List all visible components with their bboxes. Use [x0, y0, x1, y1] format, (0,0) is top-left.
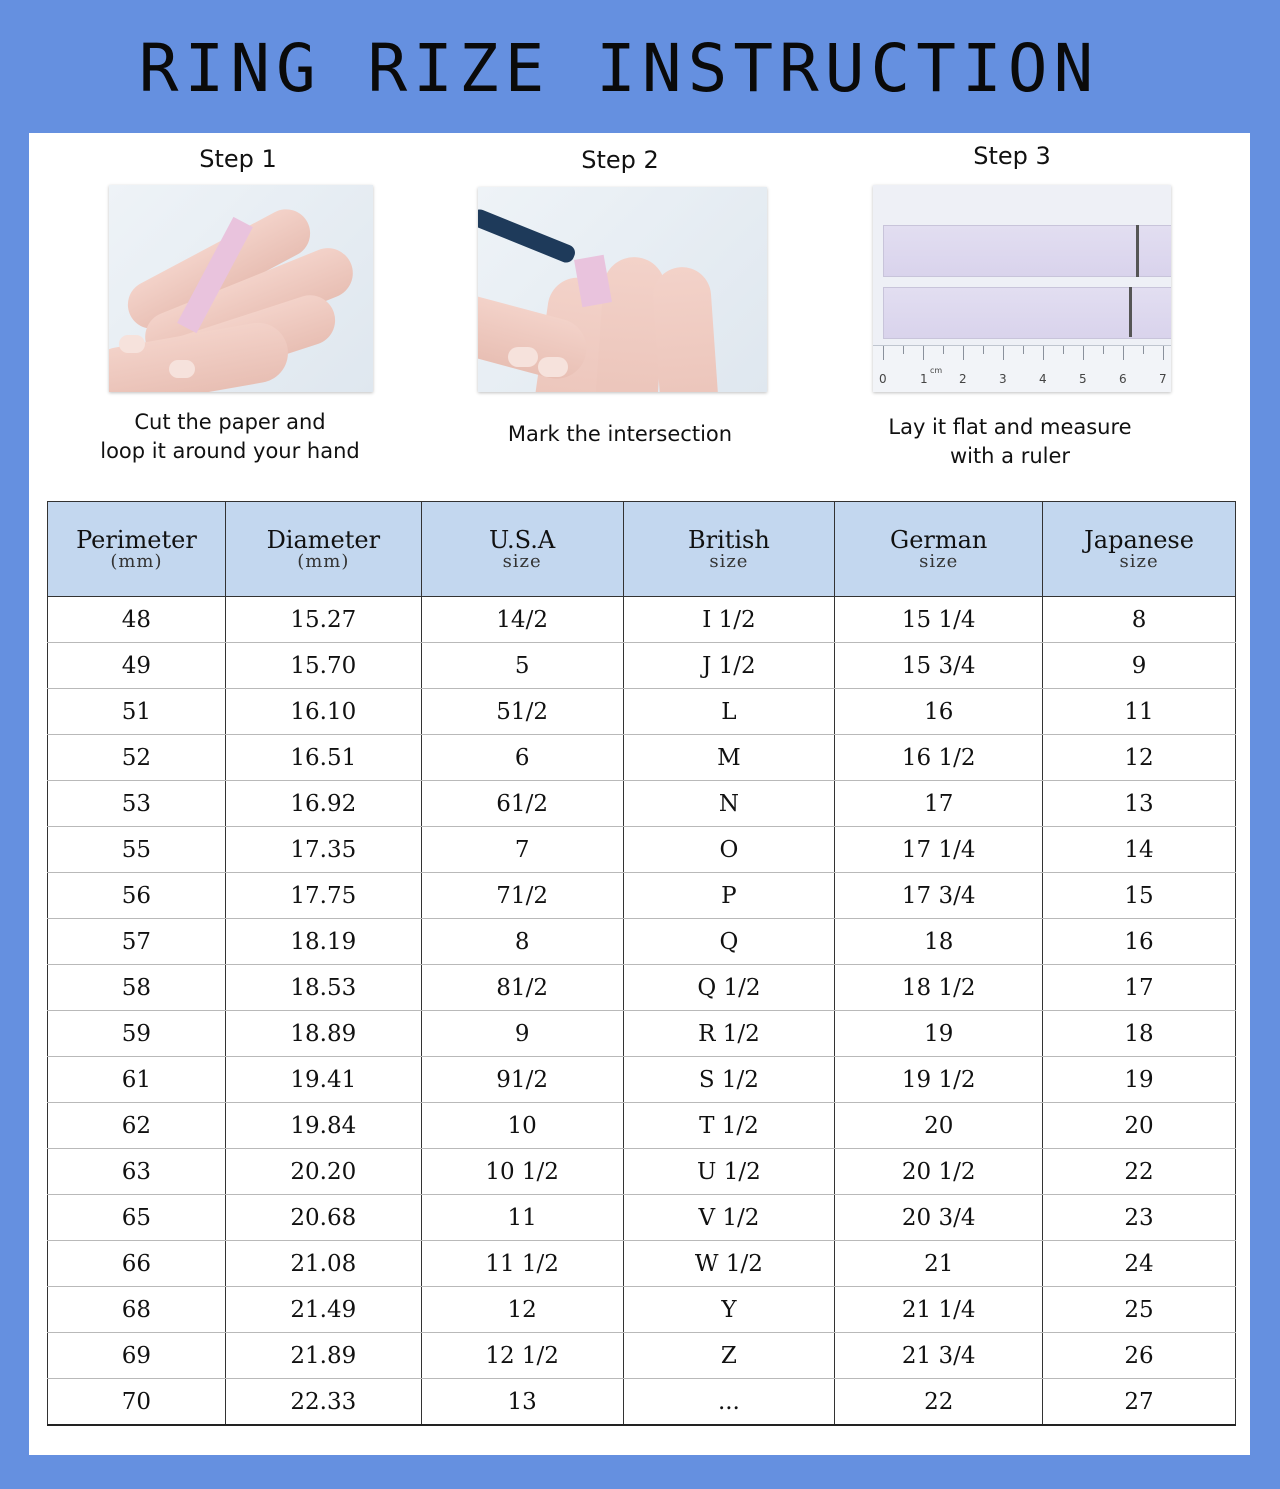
header-perimeter: Perimeter (mm): [48, 502, 226, 597]
header-japanese: Japanese size: [1043, 502, 1236, 597]
cell-perimeter: 66: [48, 1241, 226, 1287]
ruler-number: 6: [1119, 372, 1127, 386]
table-row: [48, 1103, 1236, 1149]
cell-british: I 1/2: [623, 597, 835, 643]
table-row: [48, 1149, 1236, 1195]
table-row: [48, 689, 1236, 735]
table-row: [48, 1333, 1236, 1379]
cell-german: 17 1/4: [835, 827, 1043, 873]
table-row: [48, 1195, 1236, 1241]
ruler-number: 3: [999, 372, 1007, 386]
table-row: [48, 1057, 1236, 1103]
cell-japanese: 23: [1043, 1195, 1236, 1241]
step-3-caption-line1: Lay it flat and measure: [888, 415, 1132, 439]
cell-japanese: 25: [1043, 1287, 1236, 1333]
ruler-number: 7: [1159, 372, 1167, 386]
step-2-caption: Mark the intersection: [507, 422, 733, 446]
cell-perimeter: 56: [48, 873, 226, 919]
cell-german: 20: [835, 1103, 1043, 1149]
cell-british: L: [623, 689, 835, 735]
cell-british: M: [623, 735, 835, 781]
step-3-image: [873, 185, 1171, 392]
table-row: [48, 1287, 1236, 1333]
cell-usa: 13: [421, 1379, 623, 1426]
cell-perimeter: 63: [48, 1149, 226, 1195]
cell-british: Y: [623, 1287, 835, 1333]
cell-british: T 1/2: [623, 1103, 835, 1149]
ruler-unit: cm: [930, 366, 943, 375]
cell-perimeter: 55: [48, 827, 226, 873]
cell-japanese: 27: [1043, 1379, 1236, 1426]
ruler-number: 1: [920, 372, 928, 386]
cell-diameter: 16.51: [225, 735, 421, 781]
cell-german: 17: [835, 781, 1043, 827]
table-row: [48, 597, 1236, 643]
cell-german: 15 1/4: [835, 597, 1043, 643]
step-3-caption-line2: with a ruler: [949, 444, 1071, 468]
header-diameter: Diameter (mm): [225, 502, 421, 597]
cell-diameter: 19.41: [225, 1057, 421, 1103]
header-british: British size: [623, 502, 835, 597]
cell-british: ...: [623, 1379, 835, 1426]
cell-usa: 5: [421, 643, 623, 689]
step-1-image: [109, 185, 373, 392]
cell-japanese: 18: [1043, 1011, 1236, 1057]
cell-british: J 1/2: [623, 643, 835, 689]
step-1-caption: [80, 408, 380, 466]
cell-diameter: 19.84: [225, 1103, 421, 1149]
cell-german: 21: [835, 1241, 1043, 1287]
table-header-row: [48, 502, 1236, 597]
step-3-title: Step 3: [973, 142, 1051, 170]
cell-usa: 61/2: [421, 781, 623, 827]
step-1-caption-line2: loop it around your hand: [100, 439, 360, 463]
cell-perimeter: 58: [48, 965, 226, 1011]
cell-diameter: 18.89: [225, 1011, 421, 1057]
cell-british: Q: [623, 919, 835, 965]
cell-diameter: 16.92: [225, 781, 421, 827]
cell-british: U 1/2: [623, 1149, 835, 1195]
ruler-number: 4: [1039, 372, 1047, 386]
ruler-number: 5: [1079, 372, 1087, 386]
cell-diameter: 21.08: [225, 1241, 421, 1287]
cell-usa: 81/2: [421, 965, 623, 1011]
cell-japanese: 20: [1043, 1103, 1236, 1149]
cell-perimeter: 61: [48, 1057, 226, 1103]
cell-japanese: 17: [1043, 965, 1236, 1011]
step-2-image: [478, 187, 767, 392]
cell-german: 15 3/4: [835, 643, 1043, 689]
cell-diameter: 17.35: [225, 827, 421, 873]
cell-german: 19 1/2: [835, 1057, 1043, 1103]
header-usa: U.S.A size: [421, 502, 623, 597]
step-2-title: Step 2: [581, 146, 659, 174]
cell-german: 19: [835, 1011, 1043, 1057]
cell-usa: 7: [421, 827, 623, 873]
table-row: [48, 919, 1236, 965]
cell-japanese: 19: [1043, 1057, 1236, 1103]
step-1-title: Step 1: [199, 145, 277, 173]
cell-perimeter: 49: [48, 643, 226, 689]
cell-british: N: [623, 781, 835, 827]
cell-diameter: 18.53: [225, 965, 421, 1011]
cell-german: 17 3/4: [835, 873, 1043, 919]
cell-british: Q 1/2: [623, 965, 835, 1011]
cell-perimeter: 69: [48, 1333, 226, 1379]
cell-german: 20 3/4: [835, 1195, 1043, 1241]
step-3-caption: [860, 413, 1160, 471]
cell-perimeter: 62: [48, 1103, 226, 1149]
cell-diameter: 22.33: [225, 1379, 421, 1426]
cell-perimeter: 70: [48, 1379, 226, 1426]
cell-diameter: 18.19: [225, 919, 421, 965]
cell-german: 16 1/2: [835, 735, 1043, 781]
cell-perimeter: 65: [48, 1195, 226, 1241]
cell-japanese: 15: [1043, 873, 1236, 919]
cell-japanese: 26: [1043, 1333, 1236, 1379]
cell-perimeter: 57: [48, 919, 226, 965]
cell-diameter: 21.49: [225, 1287, 421, 1333]
cell-british: V 1/2: [623, 1195, 835, 1241]
ruler-number: 2: [959, 372, 967, 386]
cell-german: 18 1/2: [835, 965, 1043, 1011]
cell-usa: 11: [421, 1195, 623, 1241]
cell-perimeter: 59: [48, 1011, 226, 1057]
cell-diameter: 17.75: [225, 873, 421, 919]
cell-usa: 6: [421, 735, 623, 781]
cell-usa: 11 1/2: [421, 1241, 623, 1287]
cell-diameter: 15.27: [225, 597, 421, 643]
cell-british: R 1/2: [623, 1011, 835, 1057]
cell-perimeter: 48: [48, 597, 226, 643]
cell-usa: 12: [421, 1287, 623, 1333]
step-1-caption-line1: Cut the paper and: [134, 410, 326, 434]
cell-usa: 10: [421, 1103, 623, 1149]
ruler-number: 0: [879, 372, 887, 386]
cell-british: O: [623, 827, 835, 873]
cell-diameter: 16.10: [225, 689, 421, 735]
cell-japanese: 24: [1043, 1241, 1236, 1287]
cell-japanese: 9: [1043, 643, 1236, 689]
table-row: [48, 1011, 1236, 1057]
cell-perimeter: 68: [48, 1287, 226, 1333]
cell-japanese: 22: [1043, 1149, 1236, 1195]
table-row: [48, 781, 1236, 827]
header-german: German size: [835, 502, 1043, 597]
cell-german: 16: [835, 689, 1043, 735]
cell-usa: 12 1/2: [421, 1333, 623, 1379]
cell-usa: 10 1/2: [421, 1149, 623, 1195]
cell-perimeter: 52: [48, 735, 226, 781]
cell-japanese: 12: [1043, 735, 1236, 781]
cell-british: Z: [623, 1333, 835, 1379]
cell-diameter: 15.70: [225, 643, 421, 689]
cell-british: S 1/2: [623, 1057, 835, 1103]
cell-german: 22: [835, 1379, 1043, 1426]
table-row: [48, 965, 1236, 1011]
cell-japanese: 16: [1043, 919, 1236, 965]
cell-usa: 9: [421, 1011, 623, 1057]
table-row: [48, 1379, 1236, 1426]
cell-usa: 14/2: [421, 597, 623, 643]
cell-british: P: [623, 873, 835, 919]
table-row: [48, 735, 1236, 781]
cell-perimeter: 53: [48, 781, 226, 827]
table-row: [48, 827, 1236, 873]
cell-british: W 1/2: [623, 1241, 835, 1287]
cell-japanese: 8: [1043, 597, 1236, 643]
cell-usa: 71/2: [421, 873, 623, 919]
cell-diameter: 21.89: [225, 1333, 421, 1379]
cell-usa: 51/2: [421, 689, 623, 735]
table-row: [48, 643, 1236, 689]
cell-german: 21 1/4: [835, 1287, 1043, 1333]
ruler: [873, 345, 1171, 392]
cell-japanese: 11: [1043, 689, 1236, 735]
cell-german: 18: [835, 919, 1043, 965]
page-title: RING RIZE INSTRUCTION: [138, 30, 1100, 107]
cell-perimeter: 51: [48, 689, 226, 735]
ring-size-table: [47, 501, 1236, 1426]
cell-diameter: 20.68: [225, 1195, 421, 1241]
cell-german: 20 1/2: [835, 1149, 1043, 1195]
table-row: [48, 1241, 1236, 1287]
cell-usa: 91/2: [421, 1057, 623, 1103]
cell-diameter: 20.20: [225, 1149, 421, 1195]
cell-japanese: 13: [1043, 781, 1236, 827]
cell-japanese: 14: [1043, 827, 1236, 873]
table-row: [48, 873, 1236, 919]
cell-german: 21 3/4: [835, 1333, 1043, 1379]
cell-usa: 8: [421, 919, 623, 965]
